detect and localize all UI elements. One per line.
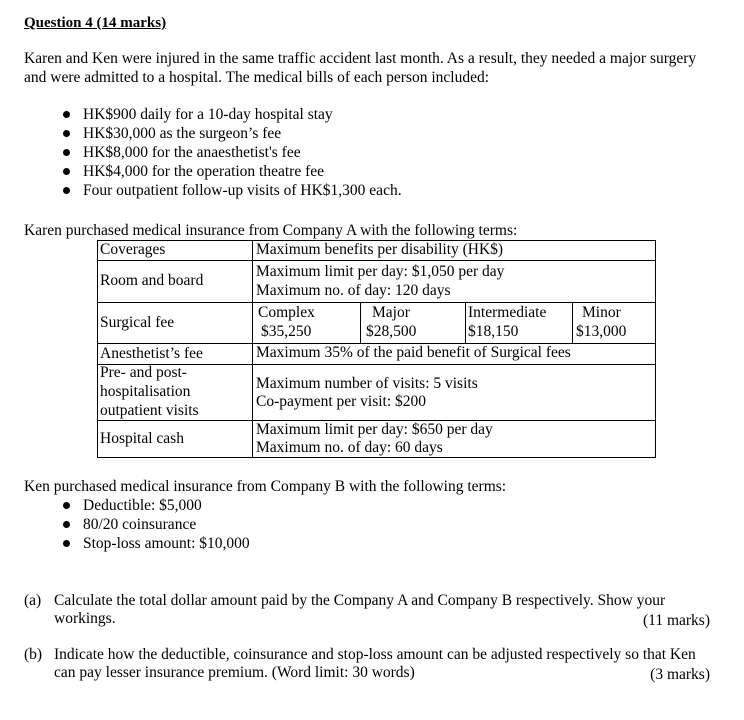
room-board-limit: Maximum limit per day: $1,050 per day — [256, 263, 505, 280]
list-item: HK$30,000 as the surgeon’s fee — [60, 124, 402, 143]
room-board-label: Room and board — [100, 272, 204, 289]
header-benefits: Maximum benefits per disability (HK$) — [256, 241, 504, 258]
column-divider — [465, 302, 466, 343]
list-item: Four outpatient follow-up visits of HK$1,300 each. — [60, 181, 402, 200]
table-border — [97, 457, 656, 458]
column-divider — [360, 302, 361, 343]
ken-intro: Ken purchased medical insurance from Company B with the following terms: — [24, 478, 507, 495]
question-title: Question 4 (14 marks) — [24, 15, 167, 31]
anesthetist-benefit: Maximum 35% of the paid benefit of Surgical fees — [256, 344, 571, 361]
surgical-minor-amount: $13,000 — [576, 323, 627, 340]
table-border — [97, 240, 98, 458]
outpatient-label: Pre- and post- — [100, 364, 187, 381]
part-a — [24, 592, 710, 630]
part-a-text: Calculate the total dollar amount paid by the Company A and Company B respectively. Show your workings. — [54, 592, 666, 627]
medical-bills-list — [60, 105, 402, 200]
header-coverages: Coverages — [100, 241, 166, 258]
ken-terms-list — [60, 496, 250, 553]
surgical-intermediate: Intermediate — [468, 304, 547, 321]
coverage-table — [97, 240, 656, 458]
surgical-intermediate-amount: $18,150 — [468, 323, 519, 340]
part-b — [24, 646, 710, 684]
karen-intro: Karen purchased medical insurance from Company A with the following terms: — [24, 222, 518, 239]
surgical-major-amount: $28,500 — [366, 323, 417, 340]
list-item: HK$8,000 for the anaesthetist's fee — [60, 143, 402, 162]
list-item: HK$4,000 for the operation theatre fee — [60, 162, 402, 181]
outpatient-visits: Maximum number of visits: 5 visits — [256, 375, 478, 392]
hospital-cash-limit: Maximum limit per day: $650 per day — [256, 421, 493, 438]
part-b-label: (b) — [24, 646, 43, 663]
list-item: Deductible: $5,000 — [60, 496, 250, 515]
column-divider — [252, 240, 253, 458]
list-item: 80/20 coinsurance — [60, 515, 250, 534]
room-board-days: Maximum no. of day: 120 days — [256, 282, 451, 299]
part-b-text: Indicate how the deductible, coinsurance and stop-loss amount can be adjusted respectively so that Ken can pay lesser insurance premium. (Word limit: 30 words) — [54, 646, 696, 681]
list-item: Stop-loss amount: $10,000 — [60, 534, 250, 553]
column-divider — [572, 302, 573, 343]
surgical-minor: Minor — [582, 304, 621, 321]
surgical-complex: Complex — [258, 304, 315, 321]
hospital-cash-days: Maximum no. of day: 60 days — [256, 439, 443, 456]
list-item: HK$900 daily for a 10-day hospital stay — [60, 105, 402, 124]
table-border — [655, 240, 656, 458]
outpatient-label: hospitalisation — [100, 383, 191, 400]
outpatient-copayment: Co-payment per visit: $200 — [256, 393, 427, 410]
anesthetist-label: Anesthetist’s fee — [100, 345, 203, 362]
part-a-marks: (11 marks) — [642, 612, 710, 629]
outpatient-label: outpatient visits — [100, 402, 199, 419]
surgical-complex-amount: $35,250 — [261, 323, 312, 340]
surgical-label: Surgical fee — [100, 314, 175, 331]
part-a-label: (a) — [24, 592, 42, 609]
scenario-intro: Karen and Ken were injured in the same traffic accident last month. As a result, they needed a major surgery and were admitted to a hospital. The medical bills of each person included: — [24, 50, 697, 86]
hospital-cash-label: Hospital cash — [100, 430, 184, 447]
part-b-marks: (3 marks) — [650, 666, 710, 683]
row-divider — [97, 260, 656, 261]
surgical-major: Major — [372, 304, 410, 321]
